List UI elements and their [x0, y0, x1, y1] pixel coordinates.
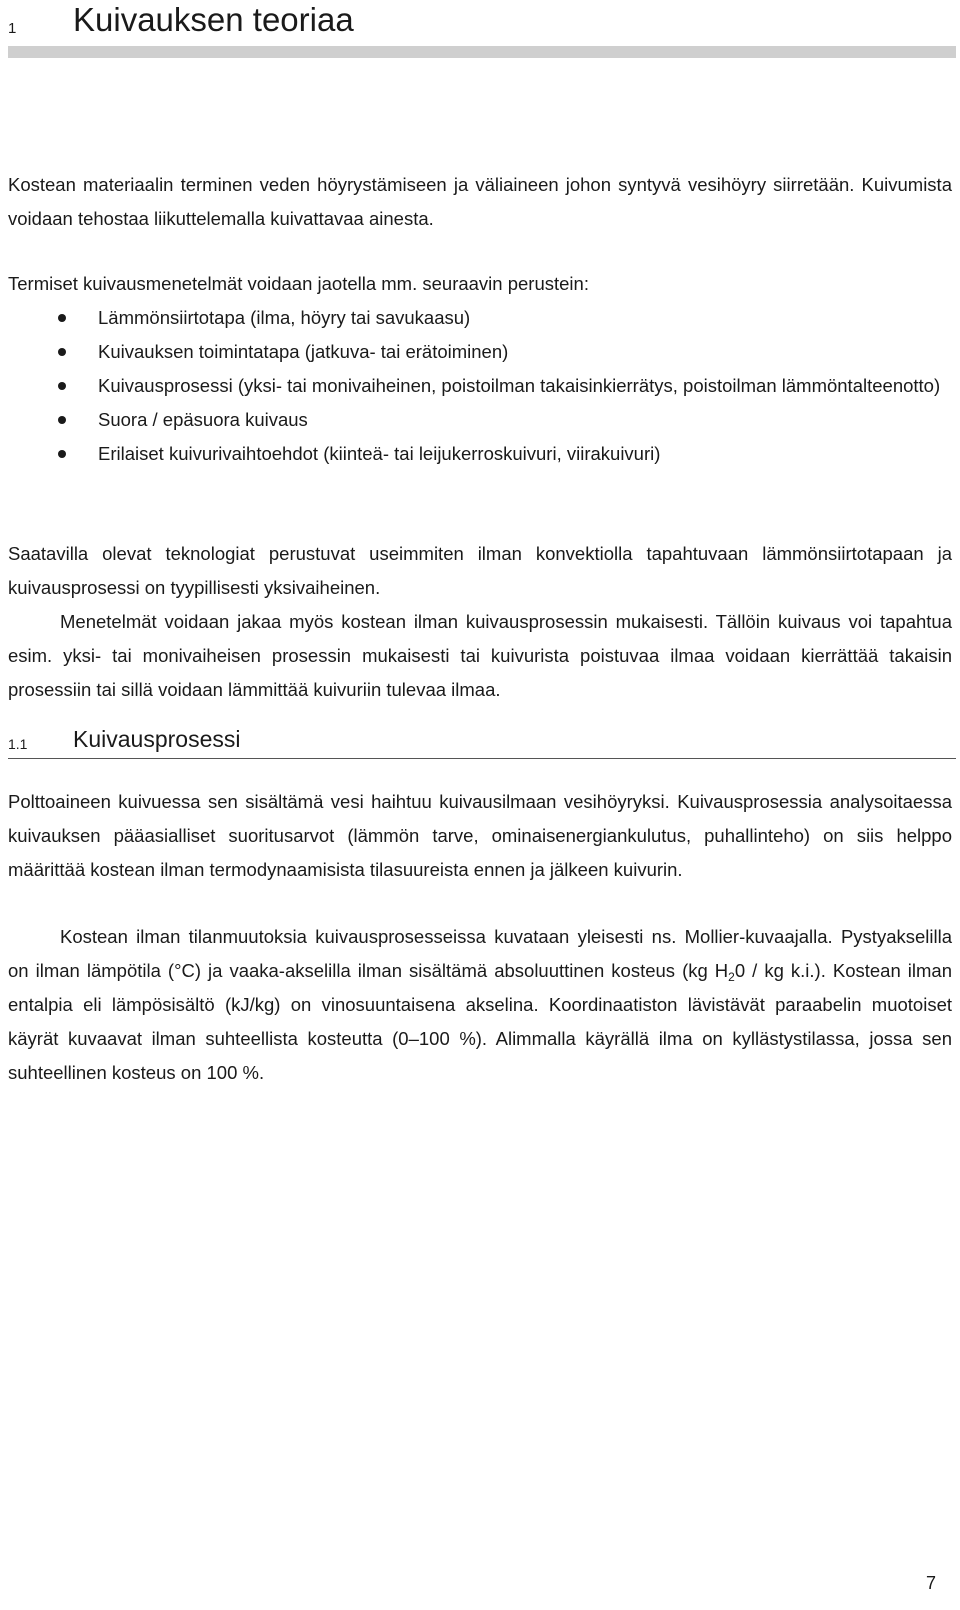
mollier-text [8, 920, 952, 1090]
list-item-text: Suora / epäsuora kuivaus [98, 409, 308, 430]
list-item [8, 301, 952, 335]
list-item [8, 335, 952, 369]
list-item [8, 403, 952, 437]
bullet-icon [58, 416, 66, 424]
intro-text: Kostean materiaalin terminen veden höyrystämiseen ja väliaineen johon syntyvä vesihöyry siirretään. Kuivumista voidaan tehostaa liikuttelemalla kuivattavaa ainesta. [8, 174, 952, 229]
list-item-text: Erilaiset kuivurivaihtoehdot (kiinteä- tai leijukerroskuivuri, viirakuivuri) [98, 443, 661, 464]
section-number: 1.1 [8, 736, 28, 752]
technology-text: Saatavilla olevat teknologiat perustuvat useimmiten ilman konvektiolla tapahtuvaan lämmönsiirtotapaan ja kuivausprosessi on tyypillisesti yksivaiheinen. [8, 543, 952, 598]
list-item [8, 437, 952, 471]
list-item-text: Kuivausprosessi (yksi- tai monivaiheinen, poistoilman takaisinkierrätys, poistoilman lämmöntalteenotto) [98, 375, 941, 396]
drying-criteria-list [8, 301, 952, 471]
list-item-text: Kuivauksen toimintatapa (jatkuva- tai erätoiminen) [98, 341, 509, 362]
bullet-icon [58, 314, 66, 322]
list-intro-text: Termiset kuivausmenetelmät voidaan jaotella mm. seuraavin perustein: [8, 273, 589, 294]
bullet-icon [58, 382, 66, 390]
chapter-heading [8, 0, 956, 58]
bullet-icon [58, 348, 66, 356]
page-number: 7 [925, 1573, 936, 1593]
list-item-text: Lämmönsiirtotapa (ilma, höyry tai savukaasu) [98, 307, 471, 328]
water-subscript: 2 [728, 970, 735, 984]
list-intro-paragraph [8, 267, 952, 301]
drying-process-paragraph [8, 785, 952, 887]
drying-process-text: Polttoaineen kuivuessa sen sisältämä vesi haihtuu kuivausilmaan vesihöyryksi. Kuivausprosessia analysoitaessa kuivauksen pääasialliset suoritusarvot (lämmön tarve, ominaisenergiankulutus, puhallinteho) on siis helppo määrittää kostean ilman termodynaamisista tilasuureista ennen ja jälkeen kuivurin. [8, 791, 952, 880]
intro-paragraph [8, 168, 952, 236]
section-heading [8, 722, 956, 759]
methods-text: Menetelmät voidaan jakaa myös kostean ilman kuivausprosessin mukaisesti. Tällöin kuivaus voi tapahtua esim. yksi- tai monivaiheisen prosessin mukaisesti tai kuivurista poistuvaa ilmaa voidaan kierrättää takaisin prosessiin tai sillä voidaan lämmittää kuivuriin tulevaa ilmaa. [8, 611, 952, 700]
chapter-number: 1 [8, 20, 17, 37]
bullet-icon [58, 450, 66, 458]
mollier-text-part1: Kostean ilman tilanmuutoksia kuivausprosesseissa kuvataan yleisesti ns. Mollier-kuvaajalla. Pystyakselilla on ilman lämpötila (°C) ja vaaka-akselilla ilman sisältämä absoluuttinen kosteus (kg H [8, 926, 952, 981]
methods-paragraph [8, 605, 952, 707]
mollier-text-part2: 0 / kg k.i.). Kostean ilman entalpia eli lämpösisältö (kJ/kg) on vinosuuntaisena akselina. Koordinaatiston lävistävät paraabelin muotoiset käyrät kuvaavat ilman suhteellista kosteutta (0–100 %). Alimmalla käyrällä ilma on kyllästystilassa, jossa sen suhteellinen kosteus on 100 %. [8, 960, 952, 1083]
mollier-paragraph [8, 920, 952, 1090]
section-title: Kuivausprosessi [73, 726, 241, 752]
technology-paragraph [8, 537, 952, 605]
list-item [8, 369, 952, 403]
chapter-title: Kuivauksen teoriaa [73, 1, 354, 38]
